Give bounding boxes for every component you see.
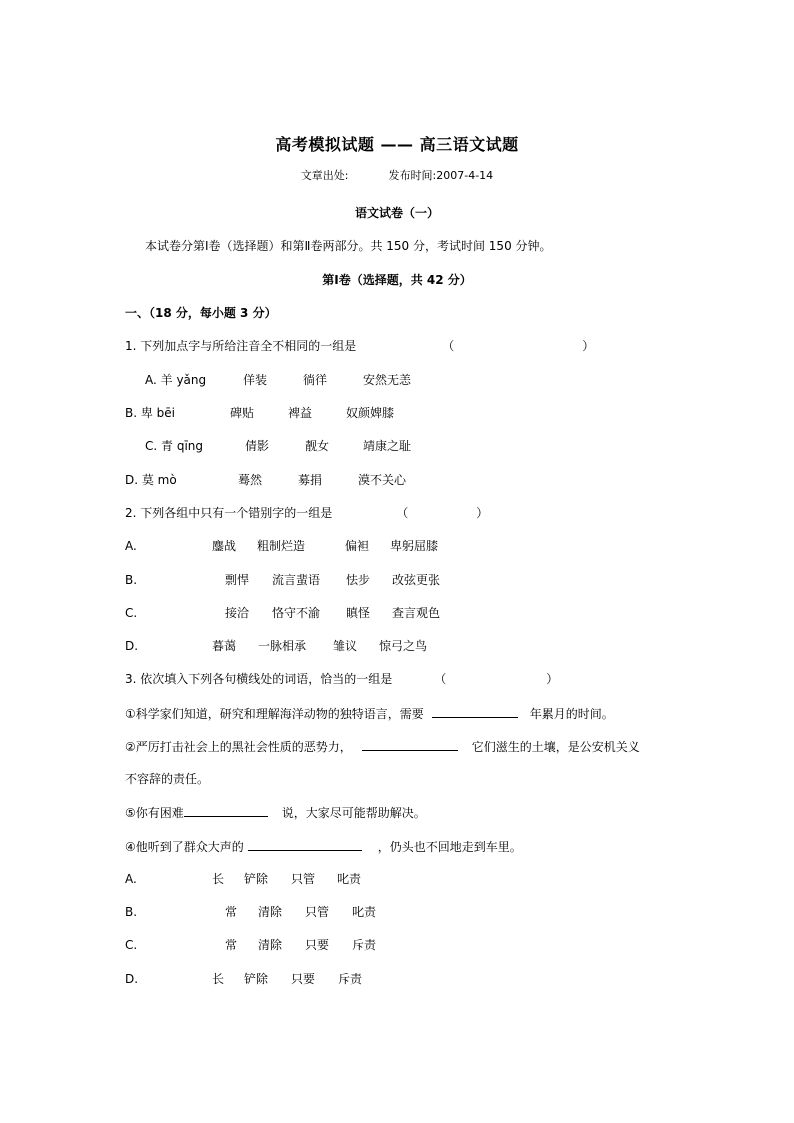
q2-stem-text: 2. 下列各组中只有一个错别字的一组是 — [125, 506, 333, 520]
option-item: 暮蔼 — [212, 639, 237, 653]
fill-blank-3[interactable] — [184, 803, 268, 817]
sentence-text: ④他听到了群众大声的 — [125, 840, 244, 854]
option-item: 流言蜚语 — [272, 573, 321, 587]
option-item: 剽悍 — [225, 573, 250, 587]
option-label: D. — [125, 639, 139, 653]
q1-option-c — [145, 437, 411, 454]
option-item: 叱责 — [352, 905, 377, 919]
sentence-text: ②严厉打击社会上的黑社会性质的恶势力， — [125, 740, 352, 754]
q3-paren-open: （ — [434, 672, 447, 686]
q3-sentence-1 — [125, 704, 614, 722]
sentence-text: 说，大家尽可能帮助解决。 — [281, 806, 426, 820]
sentence-text: 年累月的时间。 — [529, 707, 614, 721]
q3-stem — [125, 670, 558, 687]
section1-heading: 一、（18 分，每小题 3 分） — [125, 306, 277, 320]
option-item: 铲除 — [244, 972, 269, 986]
option-item: 靓女 — [305, 439, 330, 453]
fill-blank-2[interactable] — [362, 737, 458, 751]
date-label: 发布时间: — [388, 169, 437, 182]
option-label: B. — [125, 905, 138, 919]
option-item: 募捐 — [298, 473, 323, 487]
option-item: 裨益 — [288, 406, 313, 420]
option-item: 奴颜婢膝 — [346, 406, 395, 420]
option-label: B. 卑 bēi — [125, 406, 176, 420]
q3-option-a — [125, 870, 361, 887]
option-item: 长 — [212, 872, 225, 886]
option-item: 只要 — [291, 972, 316, 986]
option-item: 怯步 — [346, 573, 371, 587]
sentence-text: ①科学家们知道，研究和理解海洋动物的独特语言，需要 — [125, 707, 424, 721]
q3-sentence-4 — [125, 837, 522, 855]
q3-option-d — [125, 970, 362, 987]
option-item: 铲除 — [244, 872, 269, 886]
q2-option-a — [125, 537, 438, 554]
option-item: 一脉相承 — [258, 639, 307, 653]
q2-option-d — [125, 637, 427, 654]
option-item: 安然无恙 — [363, 373, 412, 387]
fill-blank-1[interactable] — [432, 704, 518, 718]
q1-option-b — [125, 404, 394, 421]
q2-paren-open: （ — [396, 506, 409, 520]
option-item: 靖康之耻 — [363, 439, 412, 453]
option-label: C. — [125, 938, 138, 952]
sentence-text: 它们滋生的土壤，是公安机关义 — [471, 740, 640, 754]
q2-option-c — [125, 604, 440, 621]
option-label: C. — [125, 606, 138, 620]
q2-option-b — [125, 571, 440, 588]
option-label: D. — [125, 972, 139, 986]
q1-stem — [125, 337, 594, 354]
option-item: 佯装 — [243, 373, 268, 387]
q3-paren-close: ） — [546, 672, 559, 686]
option-item: 雏议 — [333, 639, 358, 653]
q2-paren-close: ） — [476, 506, 489, 520]
q1-paren-close: ） — [582, 339, 595, 353]
option-item: 恪守不渝 — [272, 606, 321, 620]
q1-stem-text: 1. 下列加点字与所给注音全不相同的一组是 — [125, 339, 357, 353]
option-item: 倩影 — [245, 439, 270, 453]
q3-stem-text: 3. 依次填入下列各句横线处的词语，恰当的一组是 — [125, 672, 393, 686]
option-item: 碑贴 — [230, 406, 255, 420]
option-item: 清除 — [258, 905, 283, 919]
option-item: 偏袒 — [345, 539, 370, 553]
option-label: A. — [125, 872, 137, 886]
q3-sentence-2 — [125, 737, 640, 755]
option-item: 只管 — [291, 872, 316, 886]
option-item: 清除 — [258, 938, 283, 952]
exam-name: 语文试卷（一） — [354, 206, 439, 220]
part1-title: 第Ⅰ卷（选择题，共 42 分） — [322, 273, 472, 287]
option-label: A. 羊 yǎng — [145, 373, 207, 387]
option-item: 只要 — [305, 938, 330, 952]
option-label: B. — [125, 573, 138, 587]
sentence-text: ⑤你有困难 — [125, 806, 184, 820]
option-item: 卑躬屈膝 — [390, 539, 439, 553]
option-item: 改弦更张 — [392, 573, 441, 587]
option-item: 接洽 — [225, 606, 250, 620]
q1-paren-open: （ — [442, 339, 455, 353]
option-item: 斥责 — [352, 938, 377, 952]
exam-intro: 本试卷分第Ⅰ卷（选择题）和第Ⅱ卷两部分。共 150 分，考试时间 150 分钟。 — [145, 239, 552, 253]
option-item: 蓦然 — [238, 473, 263, 487]
q2-stem — [125, 504, 488, 521]
option-item: 长 — [212, 972, 225, 986]
option-label: C. 青 qīng — [145, 439, 203, 453]
q3-sentence-2-continued: 不容辞的责任。 — [125, 772, 210, 786]
option-item: 粗制烂造 — [257, 539, 306, 553]
option-label: A. — [125, 539, 137, 553]
option-item: 徜徉 — [303, 373, 328, 387]
option-item: 漠不关心 — [358, 473, 407, 487]
date-value: 2007-4-14 — [436, 169, 494, 182]
option-item: 常 — [225, 905, 238, 919]
q3-sentence-3 — [125, 803, 426, 821]
sentence-text: ，仍头也不回地走到车里。 — [377, 840, 522, 854]
q3-option-b — [125, 903, 376, 920]
option-item: 常 — [225, 938, 238, 952]
q1-option-d — [125, 471, 406, 488]
page-title: 高考模拟试题 —— 高三语文试题 — [275, 135, 519, 154]
q3-option-c — [125, 936, 376, 953]
option-label: D. 莫 mò — [125, 473, 177, 487]
q1-option-a — [145, 371, 411, 388]
fill-blank-4[interactable] — [248, 837, 362, 851]
option-item: 惊弓之鸟 — [379, 639, 428, 653]
option-item: 瞋怪 — [346, 606, 371, 620]
option-item: 查言观色 — [392, 606, 441, 620]
option-item: 叱责 — [337, 872, 362, 886]
option-item: 鏖战 — [212, 539, 237, 553]
option-item: 斥责 — [338, 972, 363, 986]
source-label: 文章出处: — [300, 169, 349, 182]
article-meta — [0, 167, 794, 183]
option-item: 只管 — [305, 905, 330, 919]
